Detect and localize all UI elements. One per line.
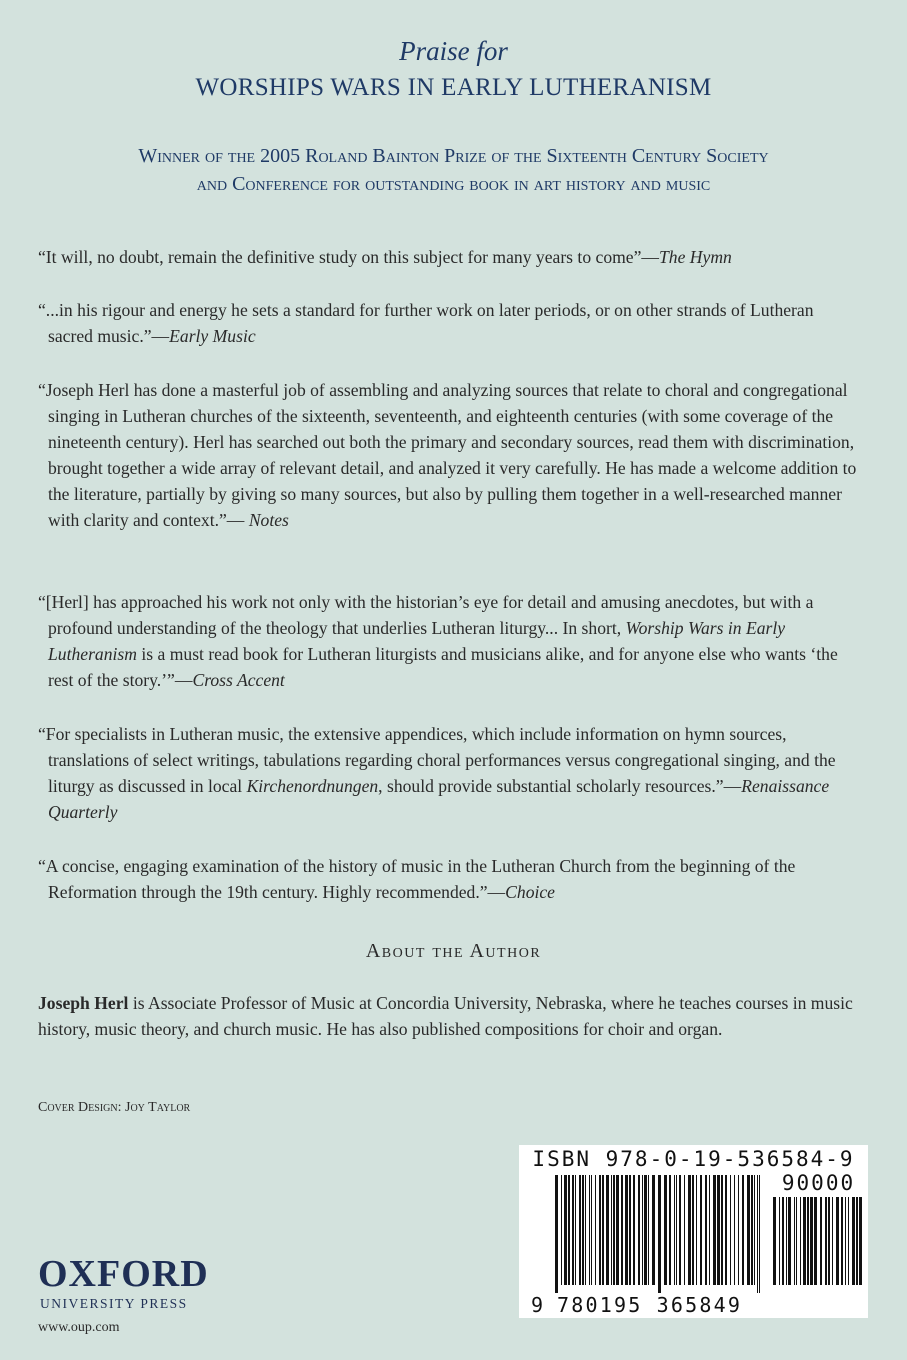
quote-early-music: [38, 297, 858, 377]
isbn-number: ISBN 978-0-19-536584-9: [532, 1147, 855, 1171]
quote-source: Renaissance Quarterly: [48, 776, 830, 822]
quote-text: “[Herl] has approached his work not only with the historian’s eye for detail and amusing anecdotes, but with a profound understanding of the theology that underlies Lutheran liturgy... In short,: [38, 592, 814, 638]
quote-italic-term: Kirchenordnungen: [246, 776, 379, 796]
award-line-1: Winner of the 2005 Roland Bainton Prize of the Sixteenth Century Society: [138, 145, 769, 167]
ean-barcode-icon: [555, 1175, 761, 1293]
quote-text: “...in his rigour and energy he sets a standard for further work on later periods, or on other strands of Lutheran sacred music.”—: [38, 300, 814, 346]
quote-source: Choice: [505, 882, 555, 902]
quote-text: “A concise, engaging examination of the history of music in the Lutheran Church from the beginning of the Reformation through the 19th century. Highly recommended.”—: [38, 856, 796, 902]
quote-choice: [38, 853, 858, 907]
cover-design-credit: Cover Design: Joy Taylor: [38, 1100, 191, 1115]
award-line-2: and Conference for outstanding book in art history and music: [196, 173, 711, 195]
award-notice: [40, 142, 867, 198]
quote-source: Early Music: [169, 326, 256, 346]
publisher-website: www.oup.com: [38, 1320, 120, 1335]
quote-book-title: Worship Wars in Early Lutheranism: [48, 618, 786, 664]
author-name: Joseph Herl: [38, 993, 129, 1013]
publisher-subtitle: UNIVERSITY PRESS: [40, 1296, 188, 1311]
author-bio-text: is Associate Professor of Music at Concordia University, Nebraska, where he teaches courses in music history, music theory, and church music. He has also published compositions for choir and organ.: [38, 993, 853, 1039]
price-addon-number: 90000: [781, 1171, 856, 1195]
quote-source: The Hymn: [659, 247, 732, 267]
quote-renaissance-quarterly: [38, 721, 858, 853]
addon-barcode-icon: [773, 1197, 863, 1293]
quote-text-after: , should provide substantial scholarly resources.”—: [378, 776, 742, 796]
book-title: WORSHIPS WARS IN EARLY LUTHERANISM: [195, 74, 712, 101]
quote-text-after: is a must read book for Lutheran liturgists and musicians alike, and for anyone else who wants ‘the rest of the story.’”—: [48, 644, 838, 690]
quote-notes: [38, 377, 858, 589]
praise-for-heading: Praise for: [399, 36, 508, 66]
quote-text: “It will, no doubt, remain the definitive study on this subject for many years to come”—: [38, 247, 660, 267]
quote-hymn: [38, 244, 858, 297]
quote-cross-accent: [38, 589, 858, 721]
quote-source: Notes: [248, 510, 289, 530]
quote-text: “For specialists in Lutheran music, the extensive appendices, which include information on hymn sources, translations of select writings, tabulations regarding choral performances versus congregational singing, and the liturgy as discussed in local: [38, 724, 836, 796]
about-author-heading: About the Author: [365, 940, 542, 962]
quote-text: “Joseph Herl has done a masterful job of assembling and analyzing sources that relate to choral and congregational singing in Lutheran churches of the sixteenth, seventeenth, and eighteenth centuries (with some coverage of the nineteenth century). Herl has searched out both the primary and secondary sources, read them with discrimination, brought together a wide array of relevant detail, and analyzed it very carefully. He has made a welcome addition to the literature, partially by giving so many sources, but also by pulling them together in a well-researched manner with clarity and context.”—: [38, 380, 857, 530]
ean-first-digit: 9: [531, 1293, 544, 1317]
ean-remaining-digits: 780195 365849: [557, 1293, 743, 1317]
barcode-block: [519, 1145, 868, 1318]
review-quotes: [38, 244, 858, 907]
author-bio: [38, 990, 858, 1042]
publisher-logo: OXFORD: [38, 1253, 209, 1295]
quote-source: Cross Accent: [192, 670, 285, 690]
